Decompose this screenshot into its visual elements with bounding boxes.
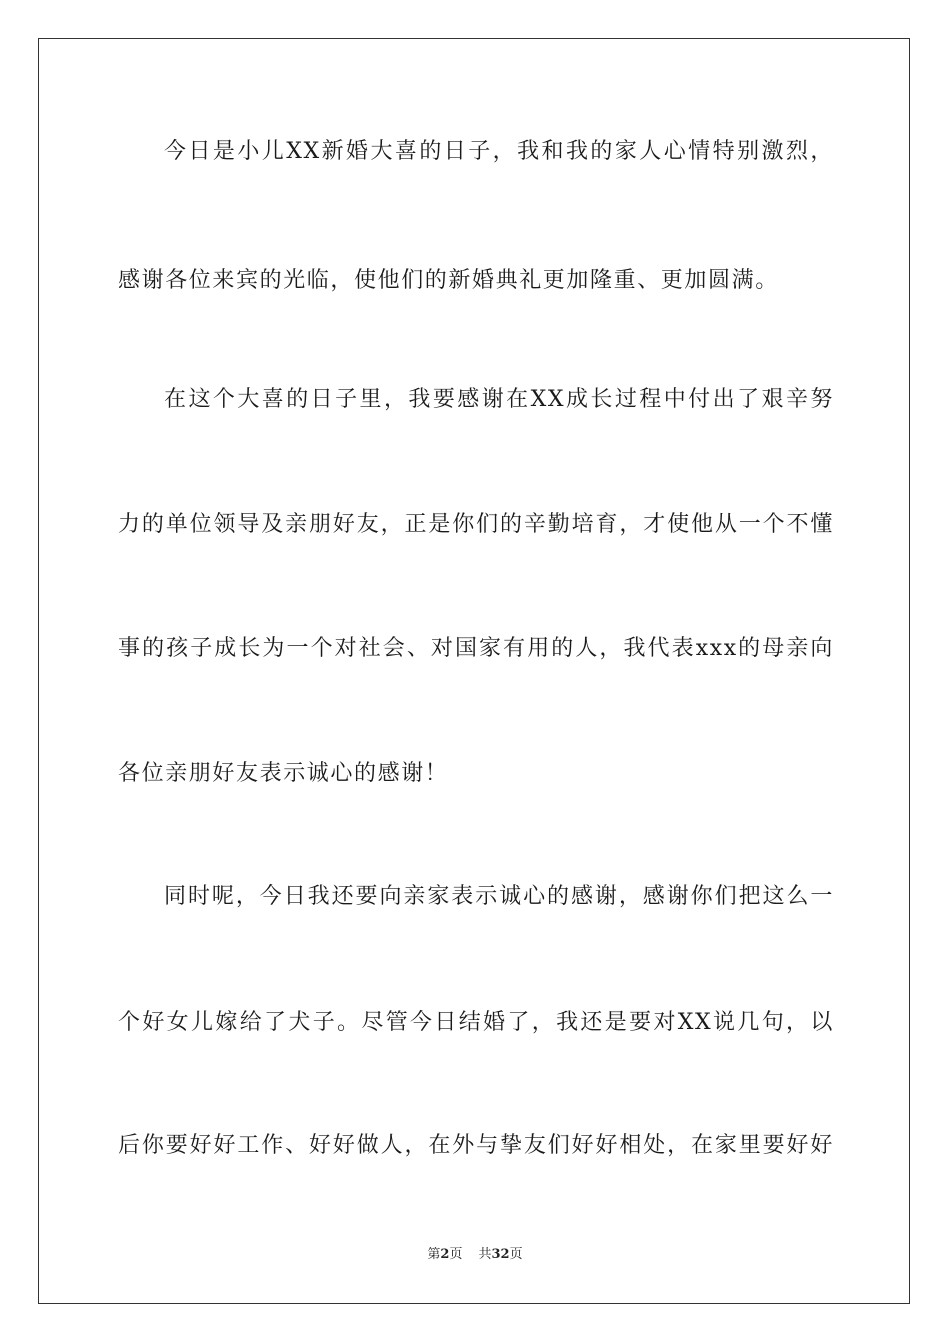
total-prefix: 共 xyxy=(478,1247,492,1262)
page-current: 2 xyxy=(440,1247,450,1262)
paragraph-3-line-2: 个好女儿嫁给了犬子。尽管今日结婚了，我还是要对XX说几句，以 xyxy=(118,1010,834,1035)
paragraph-2-line-1: 在这个大喜的日子里，我要感谢在XX成长过程中付出了艰辛努 xyxy=(164,387,834,412)
total-suffix: 页 xyxy=(509,1247,523,1262)
paragraph-2-line-4: 各位亲朋好友表示诚心的感谢！ xyxy=(118,761,449,786)
paragraph-2-line-3: 事的孩子成长为一个对社会、对国家有用的人，我代表xxx的母亲向 xyxy=(118,636,834,661)
paragraph-3-line-1: 同时呢，今日我还要向亲家表示诚心的感谢，感谢你们把这么一 xyxy=(164,884,834,909)
paragraph-2-line-2: 力的单位领导及亲朋好友，正是你们的辛勤培育，才使他从一个不懂 xyxy=(118,512,834,537)
page-suffix: 页 xyxy=(449,1247,463,1262)
paragraph-1-line-2: 感谢各位来宾的光临，使他们的新婚典礼更加隆重、更加圆满。 xyxy=(118,268,779,293)
page-footer xyxy=(0,1246,950,1264)
page-total: 32 xyxy=(491,1247,510,1262)
paragraph-3-line-3: 后你要好好工作、好好做人，在外与挚友们好好相处，在家里要好好 xyxy=(118,1133,834,1158)
page-border xyxy=(38,38,910,1304)
page-prefix: 第 xyxy=(427,1247,441,1262)
paragraph-1-line-1: 今日是小儿XX新婚大喜的日子，我和我的家人心情特别激烈， xyxy=(164,139,834,164)
